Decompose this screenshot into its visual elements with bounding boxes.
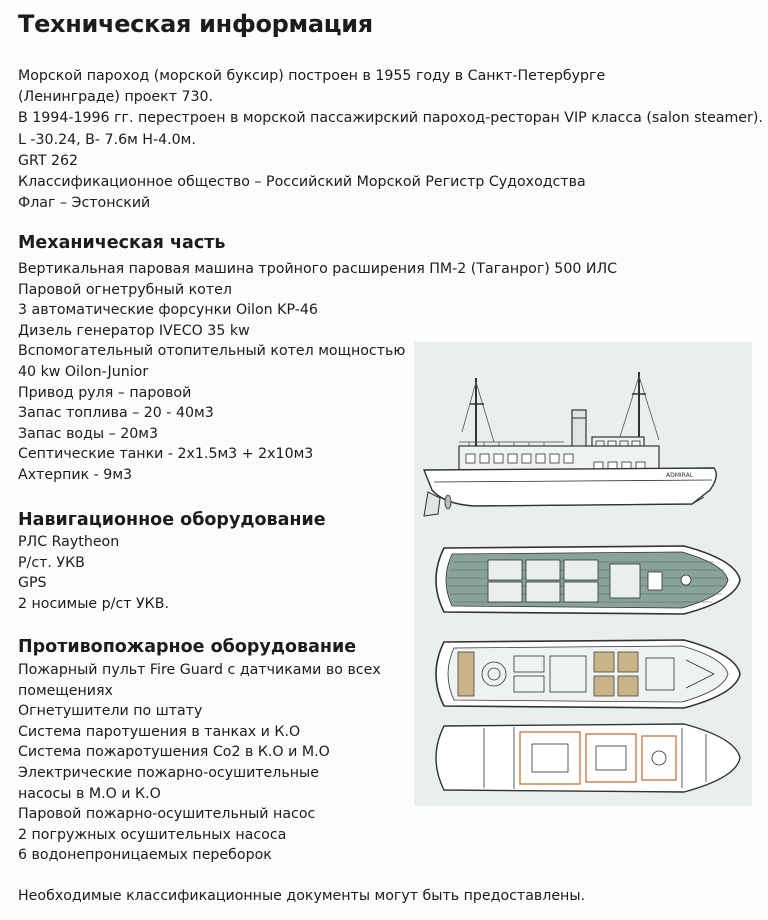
list-item: 2 погружных осушительных насоса xyxy=(18,826,287,843)
list-item: Паровой огнетрубный котел xyxy=(18,281,232,298)
list-item: Огнетушители по штату xyxy=(18,703,203,720)
section-heading-mechanical: Механическая часть xyxy=(18,233,226,253)
list-item: Система паротушения в танках и К.О xyxy=(18,723,301,740)
intro-line: GRT 262 xyxy=(18,152,79,169)
list-item: 3 автоматические форсунки Oilon KP-46 xyxy=(18,302,318,319)
ship-deck-plan-lower xyxy=(414,714,752,804)
list-item: Р/ст. УКВ xyxy=(18,554,85,571)
list-item: Пожарный пульт Fire Guard с датчиками во всех xyxy=(18,662,381,678)
intro-line: В 1994-1996 гг. перестроен в морской пассажирский пароход-ресторан VIP класса (salon steamer). xyxy=(18,110,763,127)
list-item: Запас топлива – 20 - 40м3 xyxy=(18,405,214,422)
list-item: Дизель генератор IVECO 35 kw xyxy=(18,322,250,339)
list-item: 6 водонепроницаемых переборок xyxy=(18,847,272,864)
list-item: Вертикальная паровая машина тройного расширения ПМ-2 (Таганрог) 500 ИЛС xyxy=(18,261,618,277)
list-item: Ахтерпик - 9м3 xyxy=(18,466,133,483)
list-item: 2 носимые р/ст УКВ. xyxy=(18,595,169,612)
list-item: Септические танки - 2x1.5м3 + 2x10м3 xyxy=(18,446,314,463)
ship-drawing-panel xyxy=(414,342,752,806)
intro-line: (Ленинграде) проект 730. xyxy=(18,89,214,106)
intro-line: Флаг – Эстонский xyxy=(18,195,151,212)
intro-line: L -30.24, B- 7.6м H-4.0м. xyxy=(18,131,196,148)
intro-paragraph xyxy=(18,66,763,214)
section-heading-fire: Противопожарное оборудование xyxy=(18,637,357,657)
list-item: Вспомогательный отопительный котел мощностью xyxy=(18,343,406,360)
section-heading-navigation: Навигационное оборудование xyxy=(18,510,326,530)
list-item: Система пожаротушения Co2 в К.О и М.О xyxy=(18,744,330,761)
ship-deck-plan-upper xyxy=(414,536,752,626)
list-item: Паровой пожарно-осушительный насос xyxy=(18,806,316,823)
list-item: GPS xyxy=(18,575,47,592)
list-item: помещениях xyxy=(18,682,113,699)
hull-name-label: ADMIRAL xyxy=(666,472,694,479)
navigation-list xyxy=(18,532,169,614)
ship-deck-plan-middle xyxy=(414,630,752,720)
intro-line: Классификационное общество – Российский Морской Регистр Судоходства xyxy=(18,174,586,191)
list-item: Привод руля – паровой xyxy=(18,384,192,401)
fire-list xyxy=(18,660,381,866)
list-item: 40 kw Oilon-Junior xyxy=(18,363,149,380)
list-item: Электрические пожарно-осушительные xyxy=(18,764,319,781)
page-title: Техническая информация xyxy=(18,10,373,38)
footer-note: Необходимые классификационные документы могут быть предоставлены. xyxy=(18,888,586,904)
list-item: Запас воды – 20м3 xyxy=(18,425,159,442)
intro-line: Морской пароход (морской буксир) построен в 1955 году в Санкт-Петербурге xyxy=(18,68,606,84)
list-item: РЛС Raytheon xyxy=(18,534,120,550)
list-item: насосы в М.О и К.О xyxy=(18,785,161,802)
ship-side-profile xyxy=(414,342,752,532)
